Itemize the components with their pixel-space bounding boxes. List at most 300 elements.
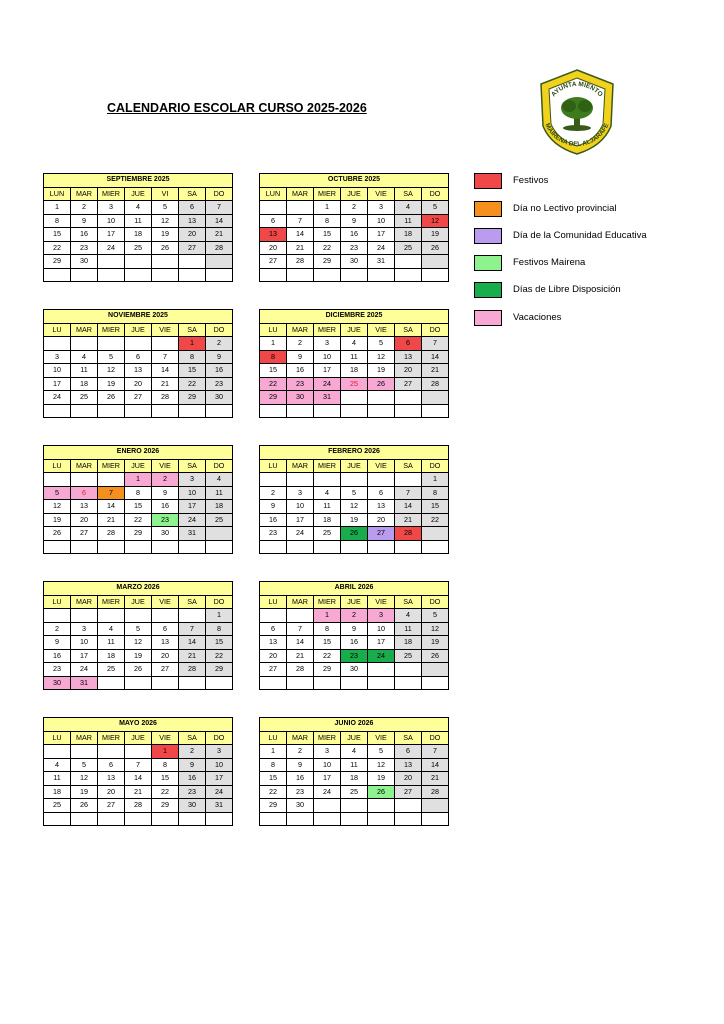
month-title: OCTUBRE 2025 (260, 174, 449, 188)
day-cell: 22 (206, 649, 233, 663)
weekday-header: LU (260, 323, 287, 337)
week-row (260, 649, 449, 663)
day-cell: 2 (71, 201, 98, 215)
day-cell (125, 609, 152, 623)
weekday-header: MIER (98, 187, 125, 201)
week-row (260, 622, 449, 636)
weekday-header: MIER (98, 323, 125, 337)
day-cell: 30 (44, 676, 71, 690)
day-cell: 7 (152, 350, 179, 364)
day-cell (260, 473, 287, 487)
day-cell: 25 (125, 241, 152, 255)
day-cell (422, 391, 449, 405)
day-cell (179, 404, 206, 418)
day-cell (98, 540, 125, 554)
day-cell (368, 676, 395, 690)
week-row (260, 228, 449, 242)
month-calendar (259, 173, 449, 282)
day-cell: 2 (44, 622, 71, 636)
day-cell: 14 (422, 758, 449, 772)
day-cell: 1 (125, 473, 152, 487)
legend-label: Festivos (513, 175, 549, 186)
day-cell: 9 (206, 350, 233, 364)
day-cell: 23 (287, 785, 314, 799)
day-cell: 21 (98, 513, 125, 527)
week-row (44, 255, 233, 269)
day-cell: 18 (125, 228, 152, 242)
day-cell (422, 404, 449, 418)
day-cell: 24 (368, 241, 395, 255)
day-cell (260, 404, 287, 418)
month-title: FEBRERO 2026 (260, 446, 449, 460)
day-cell: 15 (260, 772, 287, 786)
day-cell: 20 (395, 364, 422, 378)
day-cell: 31 (206, 799, 233, 813)
day-cell: 11 (395, 622, 422, 636)
weekday-header: SA (395, 731, 422, 745)
day-cell: 21 (422, 772, 449, 786)
day-cell: 31 (368, 255, 395, 269)
day-cell: 4 (341, 745, 368, 759)
day-cell: 23 (71, 241, 98, 255)
day-cell: 4 (395, 201, 422, 215)
day-cell (287, 676, 314, 690)
day-cell: 8 (314, 214, 341, 228)
day-cell: 5 (422, 201, 449, 215)
day-cell: 11 (98, 636, 125, 650)
day-cell: 30 (206, 391, 233, 405)
day-cell (341, 268, 368, 282)
month-title: JUNIO 2026 (260, 718, 449, 732)
day-cell: 11 (341, 758, 368, 772)
day-cell: 10 (287, 500, 314, 514)
day-cell (125, 745, 152, 759)
day-cell: 24 (98, 241, 125, 255)
week-row (260, 799, 449, 813)
month-calendar (43, 445, 233, 554)
day-cell (260, 676, 287, 690)
day-cell (422, 255, 449, 269)
weekday-header: VI (152, 187, 179, 201)
day-cell: 3 (287, 486, 314, 500)
day-cell: 19 (368, 772, 395, 786)
day-cell: 11 (341, 350, 368, 364)
day-cell: 25 (341, 785, 368, 799)
day-cell: 7 (287, 214, 314, 228)
weekday-header: JUE (341, 731, 368, 745)
day-cell (71, 337, 98, 351)
day-cell (98, 255, 125, 269)
legend-swatch (474, 255, 502, 271)
day-cell: 27 (395, 785, 422, 799)
day-cell: 17 (314, 772, 341, 786)
day-cell (260, 812, 287, 826)
week-row (44, 228, 233, 242)
week-row (260, 255, 449, 269)
day-cell: 14 (287, 228, 314, 242)
weekday-header: MAR (71, 323, 98, 337)
day-cell: 21 (152, 377, 179, 391)
day-cell: 16 (152, 500, 179, 514)
day-cell: 30 (152, 527, 179, 541)
week-row (260, 812, 449, 826)
day-cell: 13 (71, 500, 98, 514)
day-cell: 11 (206, 486, 233, 500)
day-cell (395, 255, 422, 269)
day-cell: 21 (287, 649, 314, 663)
week-row (260, 337, 449, 351)
day-cell: 7 (395, 486, 422, 500)
week-row (44, 391, 233, 405)
day-cell: 26 (44, 527, 71, 541)
day-cell (152, 255, 179, 269)
day-cell (395, 404, 422, 418)
day-cell: 9 (287, 758, 314, 772)
day-cell: 15 (125, 500, 152, 514)
day-cell: 12 (341, 500, 368, 514)
day-cell (287, 201, 314, 215)
day-cell: 28 (179, 663, 206, 677)
day-cell: 18 (71, 377, 98, 391)
day-cell: 27 (260, 663, 287, 677)
day-cell: 26 (368, 377, 395, 391)
week-row (44, 745, 233, 759)
week-row (260, 241, 449, 255)
week-row (260, 609, 449, 623)
day-cell: 28 (206, 241, 233, 255)
day-cell: 1 (179, 337, 206, 351)
weekday-header: MAR (71, 595, 98, 609)
day-cell: 27 (125, 391, 152, 405)
svg-text:MAIRENA DEL ALJARAFE: MAIRENA DEL ALJARAFE (543, 122, 611, 149)
day-cell: 16 (341, 228, 368, 242)
day-cell: 29 (179, 391, 206, 405)
month-calendar (259, 717, 449, 826)
week-row (260, 214, 449, 228)
day-cell: 20 (179, 228, 206, 242)
day-cell: 6 (98, 758, 125, 772)
week-row (260, 636, 449, 650)
day-cell: 12 (44, 500, 71, 514)
day-cell: 12 (422, 622, 449, 636)
day-cell (395, 540, 422, 554)
day-cell (395, 663, 422, 677)
day-cell: 2 (206, 337, 233, 351)
day-cell (179, 676, 206, 690)
day-cell: 23 (341, 241, 368, 255)
day-cell: 21 (395, 513, 422, 527)
week-row (44, 649, 233, 663)
legend-swatch (474, 173, 502, 189)
weekday-header: MAR (287, 459, 314, 473)
weekday-header: LU (44, 323, 71, 337)
day-cell: 12 (368, 758, 395, 772)
day-cell: 6 (395, 745, 422, 759)
day-cell (206, 527, 233, 541)
day-cell (44, 745, 71, 759)
day-cell: 26 (422, 649, 449, 663)
weekday-header: LUN (260, 187, 287, 201)
day-cell: 4 (206, 473, 233, 487)
weekday-header: JUE (125, 323, 152, 337)
week-row (44, 812, 233, 826)
day-cell: 25 (71, 391, 98, 405)
day-cell (260, 268, 287, 282)
day-cell: 25 (98, 663, 125, 677)
day-cell (125, 255, 152, 269)
day-cell: 18 (341, 364, 368, 378)
day-cell: 29 (260, 799, 287, 813)
day-cell: 22 (422, 513, 449, 527)
day-cell (206, 540, 233, 554)
day-cell: 8 (260, 758, 287, 772)
week-row (44, 527, 233, 541)
day-cell: 28 (98, 527, 125, 541)
day-cell: 2 (341, 609, 368, 623)
day-cell (422, 527, 449, 541)
day-cell (368, 391, 395, 405)
weekday-header: SA (395, 187, 422, 201)
day-cell: 8 (260, 350, 287, 364)
day-cell (314, 473, 341, 487)
month-table (43, 173, 233, 282)
day-cell: 23 (341, 649, 368, 663)
day-cell (287, 540, 314, 554)
day-cell: 27 (152, 663, 179, 677)
weekday-header: MIER (98, 459, 125, 473)
day-cell (98, 745, 125, 759)
day-cell: 27 (98, 799, 125, 813)
day-cell: 19 (341, 513, 368, 527)
day-cell: 5 (71, 758, 98, 772)
day-cell: 25 (395, 649, 422, 663)
week-row (44, 676, 233, 690)
day-cell: 15 (422, 500, 449, 514)
weekday-header: DO (206, 731, 233, 745)
day-cell: 8 (206, 622, 233, 636)
day-cell: 9 (71, 214, 98, 228)
day-cell: 11 (125, 214, 152, 228)
svg-text:AYUNTA MIENTO: AYUNTA MIENTO (550, 80, 604, 99)
day-cell: 15 (206, 636, 233, 650)
day-cell (422, 540, 449, 554)
weekday-header: DO (422, 731, 449, 745)
day-cell: 29 (314, 255, 341, 269)
legend-swatch (474, 228, 502, 244)
day-cell: 14 (179, 636, 206, 650)
day-cell: 1 (422, 473, 449, 487)
day-cell: 23 (179, 785, 206, 799)
day-cell: 25 (314, 527, 341, 541)
day-cell: 6 (395, 337, 422, 351)
weekday-header: DO (422, 323, 449, 337)
weekday-header: VIE (368, 595, 395, 609)
legend-label: Día no Lectivo provincial (513, 203, 617, 214)
month-table (43, 445, 233, 554)
day-cell: 20 (260, 649, 287, 663)
week-row (44, 473, 233, 487)
day-cell (125, 812, 152, 826)
day-cell (314, 799, 341, 813)
week-row (44, 377, 233, 391)
weekday-header: VIE (368, 323, 395, 337)
day-cell: 15 (44, 228, 71, 242)
day-cell (314, 676, 341, 690)
day-cell: 23 (152, 513, 179, 527)
day-cell: 24 (314, 377, 341, 391)
day-cell (341, 473, 368, 487)
day-cell: 17 (98, 228, 125, 242)
weekday-header: MIER (98, 595, 125, 609)
day-cell (395, 676, 422, 690)
week-row (44, 758, 233, 772)
day-cell: 20 (125, 377, 152, 391)
day-cell: 27 (179, 241, 206, 255)
week-row (44, 241, 233, 255)
week-row (260, 527, 449, 541)
day-cell: 13 (395, 758, 422, 772)
day-cell (125, 337, 152, 351)
day-cell: 23 (287, 377, 314, 391)
month-table (43, 581, 233, 690)
month-calendar (259, 581, 449, 690)
day-cell: 8 (125, 486, 152, 500)
week-row (260, 486, 449, 500)
weekday-header: SA (179, 323, 206, 337)
day-cell: 25 (206, 513, 233, 527)
weekday-header: VIE (152, 731, 179, 745)
weekday-header: MAR (71, 187, 98, 201)
day-cell: 21 (422, 364, 449, 378)
week-row (260, 391, 449, 405)
day-cell: 3 (314, 337, 341, 351)
weekday-header: JUE (341, 459, 368, 473)
day-cell: 9 (260, 500, 287, 514)
day-cell (44, 337, 71, 351)
day-cell: 7 (422, 337, 449, 351)
day-cell (422, 676, 449, 690)
day-cell: 10 (44, 364, 71, 378)
day-cell: 15 (314, 228, 341, 242)
day-cell: 27 (260, 255, 287, 269)
day-cell: 10 (71, 636, 98, 650)
day-cell: 21 (125, 785, 152, 799)
day-cell: 17 (71, 649, 98, 663)
day-cell: 11 (395, 214, 422, 228)
month-table (43, 309, 233, 418)
month-table (43, 717, 233, 826)
day-cell: 3 (98, 201, 125, 215)
day-cell: 5 (368, 337, 395, 351)
weekday-header: MIER (314, 731, 341, 745)
day-cell (287, 812, 314, 826)
day-cell: 4 (314, 486, 341, 500)
day-cell: 9 (179, 758, 206, 772)
day-cell: 24 (368, 649, 395, 663)
day-cell: 27 (395, 377, 422, 391)
day-cell: 10 (368, 214, 395, 228)
weekday-header: SA (179, 459, 206, 473)
day-cell: 20 (152, 649, 179, 663)
day-cell (98, 268, 125, 282)
weekday-header: SA (395, 595, 422, 609)
day-cell: 18 (395, 228, 422, 242)
day-cell: 6 (368, 486, 395, 500)
day-cell: 26 (71, 799, 98, 813)
week-row (44, 214, 233, 228)
day-cell: 21 (287, 241, 314, 255)
day-cell: 23 (206, 377, 233, 391)
day-cell: 14 (152, 364, 179, 378)
day-cell (98, 812, 125, 826)
week-row (44, 404, 233, 418)
weekday-header: MIER (314, 187, 341, 201)
day-cell: 23 (260, 527, 287, 541)
day-cell (98, 337, 125, 351)
day-cell: 9 (287, 350, 314, 364)
day-cell: 29 (152, 799, 179, 813)
day-cell: 13 (395, 350, 422, 364)
day-cell (260, 609, 287, 623)
legend-swatch (474, 282, 502, 298)
day-cell (44, 404, 71, 418)
day-cell: 4 (98, 622, 125, 636)
day-cell: 11 (314, 500, 341, 514)
day-cell: 1 (314, 201, 341, 215)
month-title: NOVIEMBRE 2025 (44, 310, 233, 324)
week-row (44, 785, 233, 799)
week-row (260, 663, 449, 677)
weekday-header: JUE (341, 187, 368, 201)
day-cell (341, 391, 368, 405)
day-cell: 24 (287, 527, 314, 541)
day-cell: 2 (341, 201, 368, 215)
day-cell: 8 (422, 486, 449, 500)
weekday-header: VIE (152, 595, 179, 609)
day-cell: 6 (125, 350, 152, 364)
day-cell: 24 (314, 785, 341, 799)
day-cell: 30 (287, 391, 314, 405)
legend-label: Días de Libre Disposición (513, 284, 621, 295)
week-row (44, 350, 233, 364)
day-cell: 24 (179, 513, 206, 527)
day-cell: 23 (44, 663, 71, 677)
day-cell: 29 (206, 663, 233, 677)
day-cell: 3 (368, 609, 395, 623)
weekday-header: MAR (287, 187, 314, 201)
week-row (260, 758, 449, 772)
day-cell: 16 (44, 649, 71, 663)
day-cell: 25 (341, 377, 368, 391)
weekday-header: JUE (125, 595, 152, 609)
day-cell: 18 (314, 513, 341, 527)
month-title: ABRIL 2026 (260, 582, 449, 596)
day-cell (179, 255, 206, 269)
day-cell: 16 (206, 364, 233, 378)
day-cell: 8 (314, 622, 341, 636)
day-cell: 7 (98, 486, 125, 500)
day-cell (152, 540, 179, 554)
month-calendar (259, 309, 449, 418)
day-cell (314, 404, 341, 418)
day-cell: 5 (368, 745, 395, 759)
day-cell: 7 (287, 622, 314, 636)
week-row (260, 350, 449, 364)
month-calendar (43, 173, 233, 282)
weekday-header: VIE (368, 187, 395, 201)
day-cell (71, 404, 98, 418)
day-cell: 15 (152, 772, 179, 786)
